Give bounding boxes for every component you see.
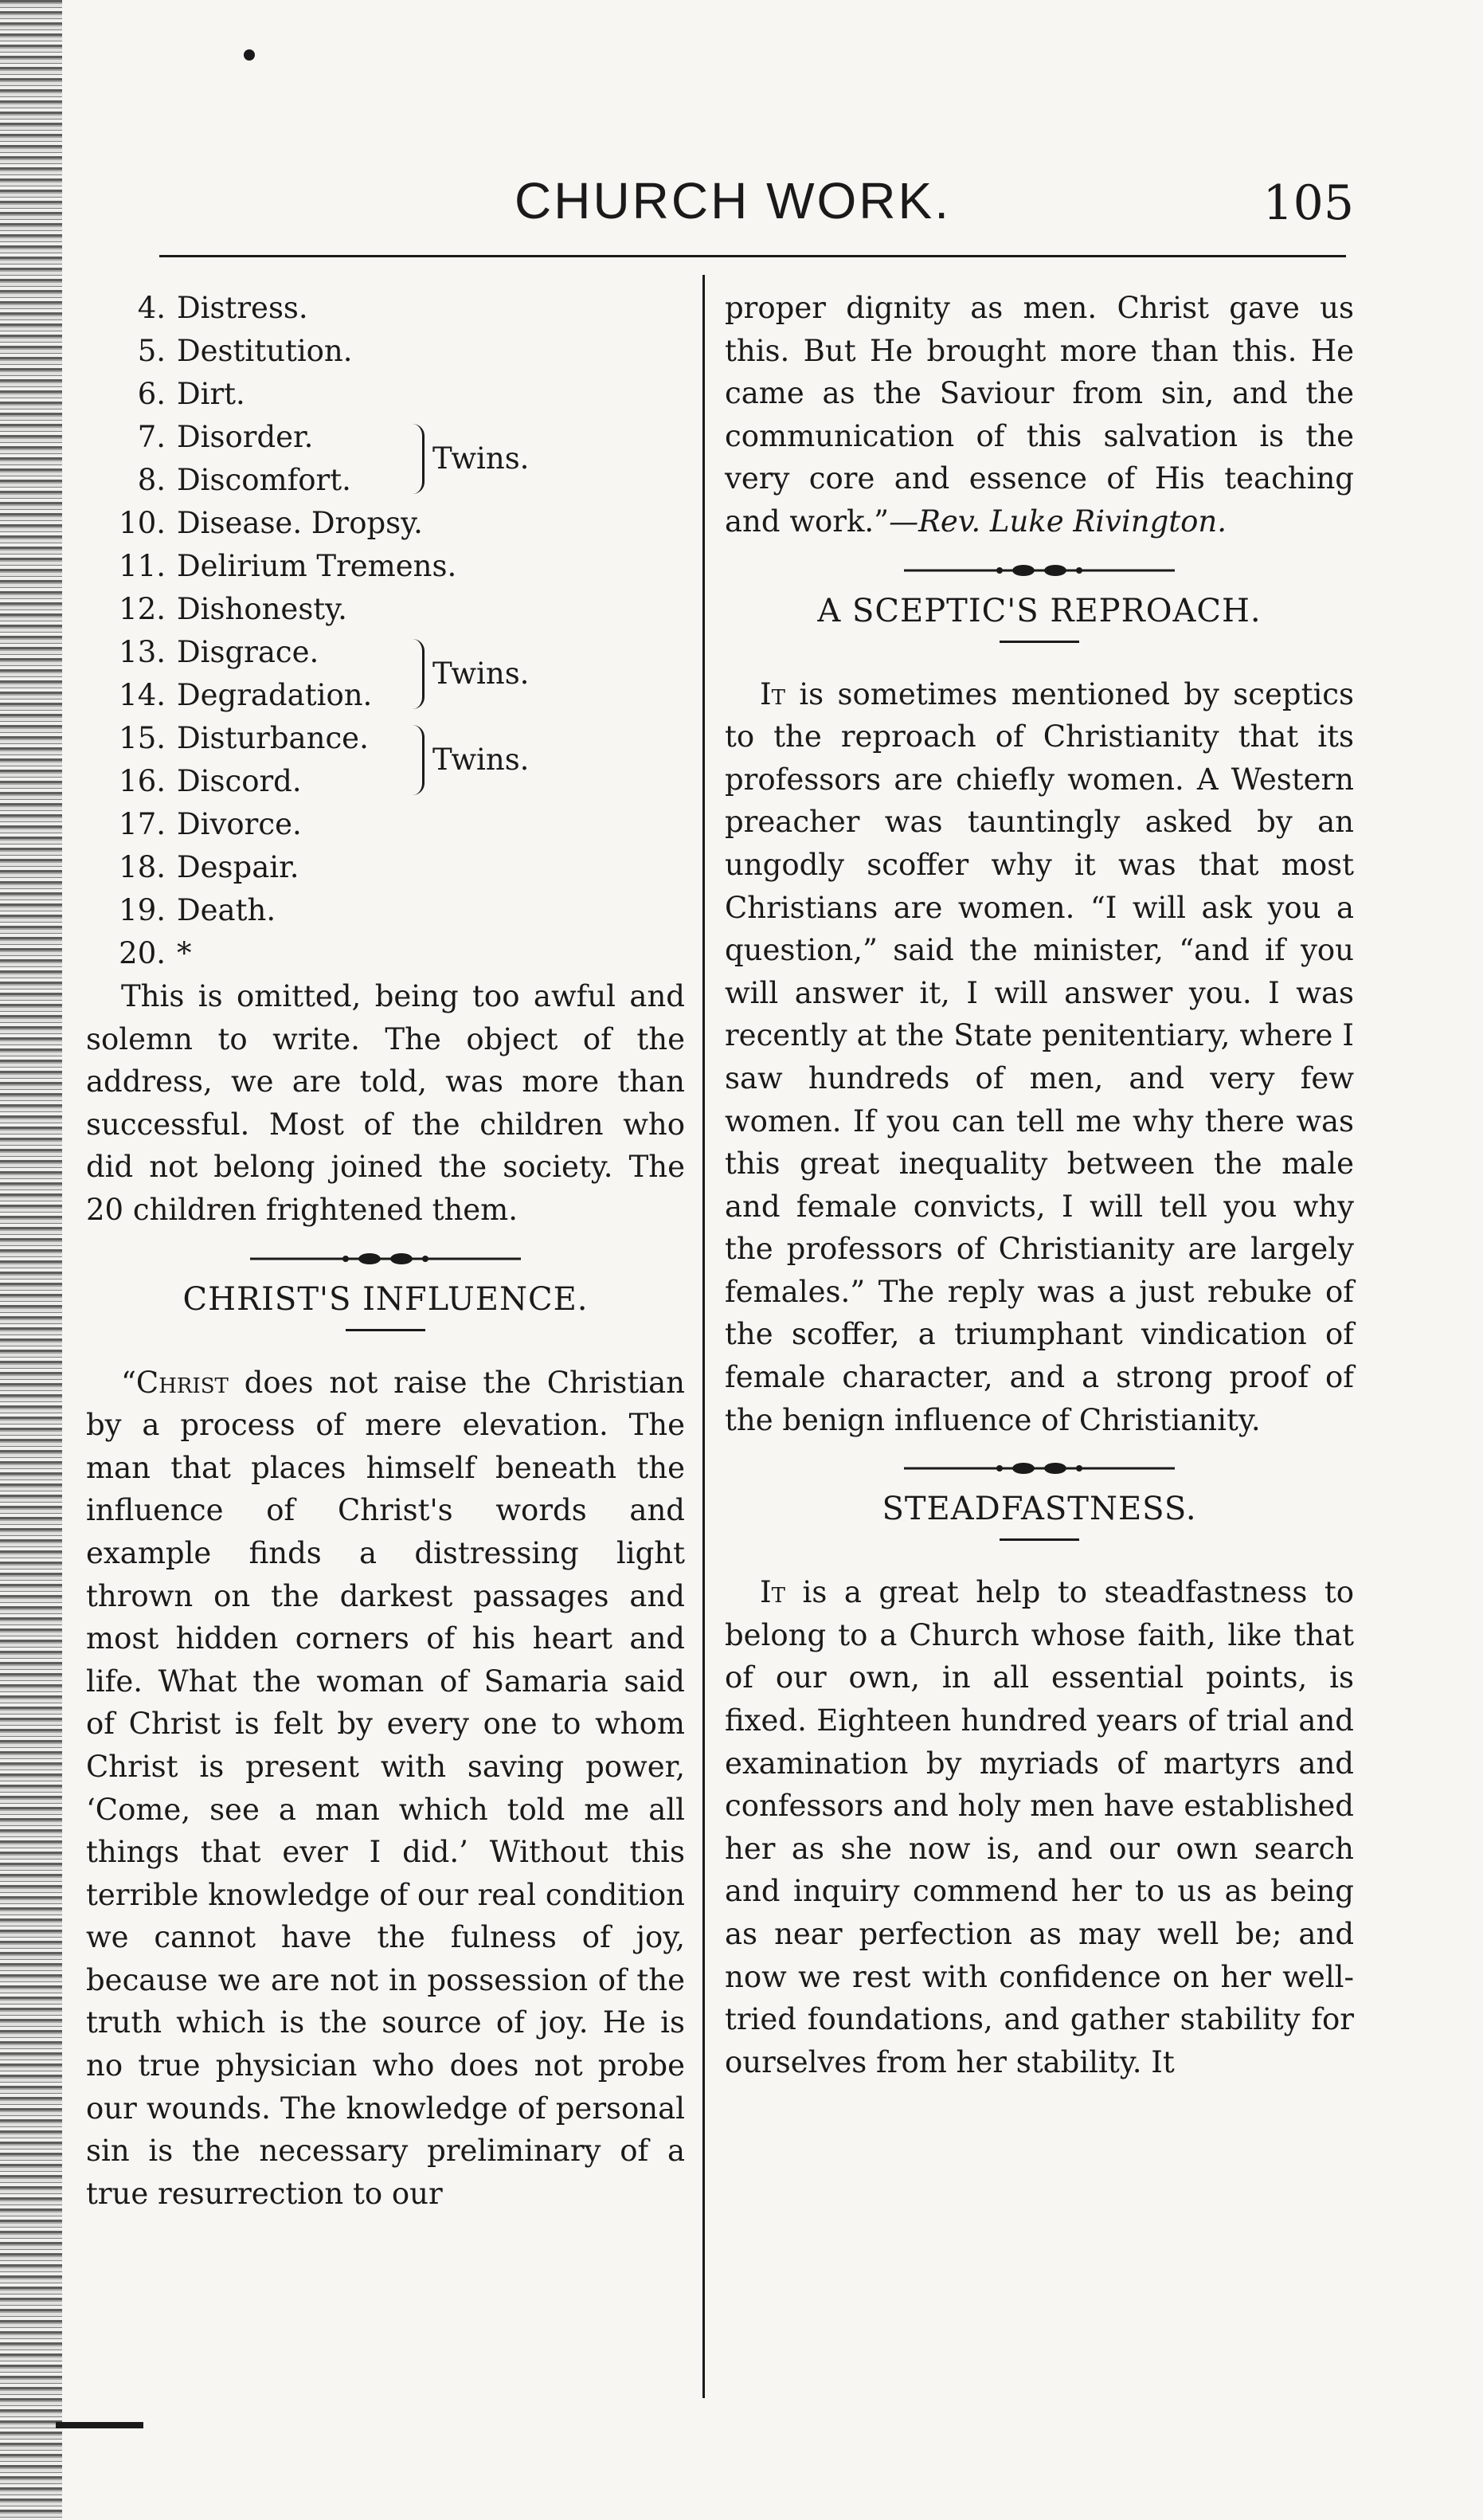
list-item: 11. Delirium Tremens.	[119, 549, 457, 583]
ornament-divider-icon	[250, 1249, 521, 1268]
drop-word: It	[760, 676, 785, 711]
column-divider	[702, 275, 705, 2398]
list-item: 16. Discord.	[119, 764, 302, 798]
short-rule	[1000, 641, 1079, 643]
continuation-paragraph: proper dignity as men. Christ gave us this. But He brought more than this. He came as the Saviour from sin, and the communication of this salvation is the very core and essence of His teaching and work.”—Rev. Luke Rivington.	[725, 291, 1354, 539]
list-item: 12. Dishonesty.	[119, 592, 347, 626]
list-item: 5. Destitution.	[137, 334, 353, 368]
closing-paragraph: This is omitted, being too awful and solemn to write. The object of the address, we are told, was more than successful. Most of the children who did not belong joined the society. The 20 children frightened them.	[86, 979, 685, 1227]
drop-word: It	[760, 1575, 785, 1610]
numbered-list	[86, 287, 685, 975]
steadfastness-paragraph: It is a great help to steadfastness to belong to a Church whose faith, like that of our own, in all essential points, is fixed. Eighteen hundred years of trial and examination by myriads of martyrs and confessors and holy men have established her as she now is, and our own search and inquiry commend her to us as being as near perfection as may well be; and now we rest with confidence on her well-tried foundations, and gather stability for ourselves from her stability. It	[725, 1575, 1354, 2079]
right-column	[725, 287, 1354, 2083]
ornament-divider-icon	[904, 1459, 1175, 1478]
list-item: 7. Disorder. Twins.	[86, 416, 685, 459]
binding-edge	[0, 0, 62, 2520]
ink-dot	[244, 49, 255, 61]
header-rule	[159, 255, 1346, 257]
attribution: —Rev. Luke Rivington.	[889, 504, 1227, 539]
list-item: 14. Degradation.	[119, 678, 373, 712]
page-number: 105	[1262, 175, 1354, 231]
list-item: 4. Distress.	[137, 291, 308, 325]
left-column	[86, 287, 685, 2215]
short-rule	[346, 1329, 425, 1331]
twins-bracket: Twins.	[413, 717, 529, 803]
sceptic-paragraph: It is sometimes mentioned by sceptics to the reproach of Christianity that its professors are chiefly women. A Western preacher was tauntingly asked by an ungodly scoffer why it was that most Christians are women. “I will ask you a question,” said the minister, “and if you will answer it, I will answer you. I was recently at the State penitentiary, where I saw hundreds of men, and very few women. If you can tell me why there was this great inequality between the male and female convicts, I will tell you why the professors of Christianity are largely females.” The reply was a just rebuke of the scoffer, a triumphant vindication of female character, and a strong proof of the benign influence of Christianity.	[725, 676, 1354, 1437]
twins-bracket: Twins.	[413, 631, 529, 717]
list-item: 20. *	[119, 936, 192, 970]
section-heading-christs-influence: CHRIST'S INFLUENCE.	[182, 1280, 589, 1318]
short-rule	[1000, 1538, 1079, 1541]
list-item: 15. Disturbance. Twins.	[86, 717, 685, 760]
ornament-divider-icon	[904, 561, 1175, 580]
list-item: 6. Dirt.	[137, 377, 245, 411]
list-item: 10. Disease. Dropsy.	[119, 506, 423, 540]
list-item: 19. Death.	[119, 893, 276, 927]
list-item: 13. Disgrace. Twins.	[86, 631, 685, 674]
christs-influence-paragraph: “Christ does not raise the Christian by a process of mere elevation. The man that places himself beneath the influence of Christ's words and example finds a distressing light thrown on the darkest passages and most hidden corners of his heart and life. What the woman of Samaria said of Christ is felt by every one to whom Christ is present with saving power, ‘Come, see a man which told me all things that ever I did.’ Without this terrible knowledge of our real condition we cannot have the fulness of joy, because we are not in possession of the truth which is the source of joy. He is no true physician who does not probe our wounds. The knowledge of personal sin is the necessary preliminary of a true resurrection to our	[86, 1365, 685, 2211]
twins-bracket: Twins.	[413, 416, 529, 502]
drop-word: “Christ	[121, 1365, 229, 1400]
list-item: 17. Divorce.	[119, 807, 302, 841]
running-head-title: CHURCH WORK.	[515, 172, 951, 229]
list-item: 8. Discomfort.	[137, 463, 351, 497]
section-heading-steadfastness: STEADFASTNESS.	[882, 1491, 1197, 1528]
section-heading-sceptics-reproach: A SCEPTIC'S REPROACH.	[817, 592, 1262, 629]
binding-foot-rule	[56, 2422, 143, 2428]
list-item: 18. Despair.	[119, 850, 299, 884]
